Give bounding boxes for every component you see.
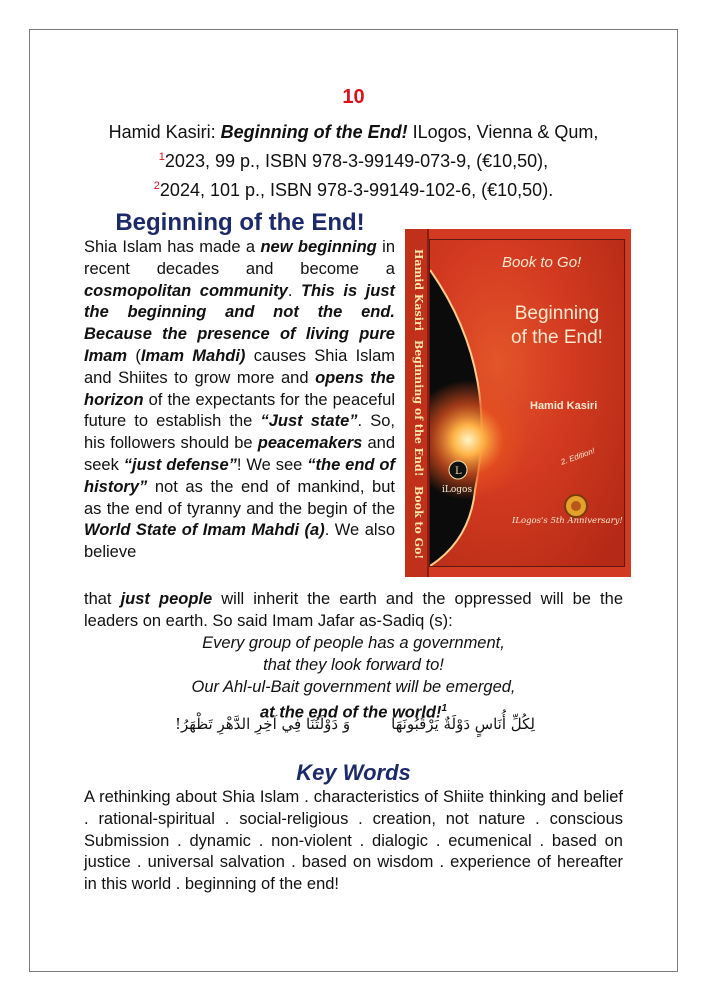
citation-title: Beginning of the End! xyxy=(220,122,408,142)
emphasis-text: opens the horizon xyxy=(84,368,395,409)
book-front xyxy=(429,239,625,567)
edition-1-marker: 1 xyxy=(158,151,165,163)
book-cover-image xyxy=(405,229,631,577)
body-text-run: will inherit the earth and the oppressed will be the leaders on earth. So said Imam Jafar as-Sadiq (s): xyxy=(84,590,623,630)
body-text-run: ( xyxy=(127,346,141,365)
cover-publisher: iLogos xyxy=(442,485,473,495)
cover-title-line-1: Beginning xyxy=(514,303,600,324)
arabic-verse-second: وَ دَوْلَتُنَا فِي آخِرِ الدَّهْرِ تَظْهَرُ! xyxy=(175,715,351,733)
spine-text xyxy=(407,249,425,559)
citation-edition-1: 2023, 99 p., ISBN 978-3-99149-073-9, (€10,50), xyxy=(164,151,549,171)
cover-anniversary: ILogos's 5th Anniversary! xyxy=(512,516,623,526)
section-heading: Beginning of the End! xyxy=(115,209,365,236)
quote-line: that they look forward to! xyxy=(263,655,444,674)
spine-title: Beginning of the End! xyxy=(412,340,425,477)
quote-line: Our Ahl-ul-Bait government will be emerged, xyxy=(191,677,516,696)
body-text-run: causes Shia Islam and Shiites to grow more and xyxy=(84,346,395,387)
body-text-run: in recent decades and become a xyxy=(84,238,395,278)
emphasis-text: World State of Imam Mahdi (a) xyxy=(84,521,325,540)
body-text-run: . So, his followers should be xyxy=(84,412,395,453)
citation-publisher: ILogos, Vienna & Qum, xyxy=(407,122,599,142)
body-text-run: and seek xyxy=(84,434,395,474)
edition-2-marker: 2 xyxy=(153,180,160,192)
cover-title xyxy=(492,302,622,350)
emphasis-text: This is just the beginning and not the end. Because the presence of living pure Imam xyxy=(84,281,396,365)
cover-tagline: Book to Go! xyxy=(502,254,582,271)
imam-quote xyxy=(84,633,623,725)
emphasis-text: “the end of history” xyxy=(84,455,395,496)
body-text-run: . xyxy=(287,281,301,300)
emphasis-text: Imam Mahdi) xyxy=(140,346,246,365)
keywords-text: A rethinking about Shia Islam . characteristics of Shiite thinking and belief . rational-spiritual . social-religious . creation, not nature . conscious Submission . dynamic . non-violent . dialogic . ecumenical . based on justice . universal salvation . based on wisdom . experience of hereafter in this world . beginning of the end! xyxy=(84,788,623,894)
body-text-run: Shia Islam has made a xyxy=(84,238,261,256)
citation-author: Hamid Kasiri: xyxy=(108,122,221,142)
keywords-heading: Key Words xyxy=(296,760,411,785)
body-text-run: ! We see xyxy=(236,455,308,474)
emphasis-text: cosmopolitan community xyxy=(84,281,288,300)
citation-edition-2: 2024, 101 p., ISBN 978-3-99149-102-6, (€10,50). xyxy=(159,180,554,200)
footnote-marker: 1 xyxy=(441,703,448,715)
cover-edition: 2. Edition! xyxy=(559,446,597,467)
page-number: 10 xyxy=(342,86,365,108)
arabic-verse-first: لِكُلِّ أُنَاسٍ دَوْلَةٌ يَرْقُبُونَهَا xyxy=(391,715,535,733)
body-text-full xyxy=(84,589,623,633)
emphasis-text: “just defense” xyxy=(123,455,237,474)
emphasis-text: “Just state” xyxy=(260,412,358,431)
citation xyxy=(90,120,617,203)
book-spine xyxy=(405,229,429,577)
quote-line: Every group of people has a government, xyxy=(202,634,505,652)
body-text-left xyxy=(84,237,395,564)
cover-title-line-2: of the End! xyxy=(511,327,603,348)
cover-author: Hamid Kasiri xyxy=(530,400,598,412)
body-text-run: of the expectants for the peaceful future to establish the xyxy=(84,390,395,431)
body-text-run: not as the end of mankind, but as the end of tyranny and the begin of the xyxy=(84,477,395,518)
emphasis-text: just people xyxy=(120,590,213,608)
quote-line-4: at the end of the world! xyxy=(259,703,442,722)
svg-text:L: L xyxy=(455,466,462,477)
body-text-run: that xyxy=(84,590,121,608)
spine-tag: Book to Go! xyxy=(412,485,425,559)
body-text-run: . We also believe xyxy=(84,521,395,562)
spine-author: Hamid Kasiri xyxy=(412,249,425,331)
emphasis-text: peacemakers xyxy=(257,434,363,453)
emphasis-text: new beginning xyxy=(260,238,377,256)
arabic-verse xyxy=(175,715,535,733)
